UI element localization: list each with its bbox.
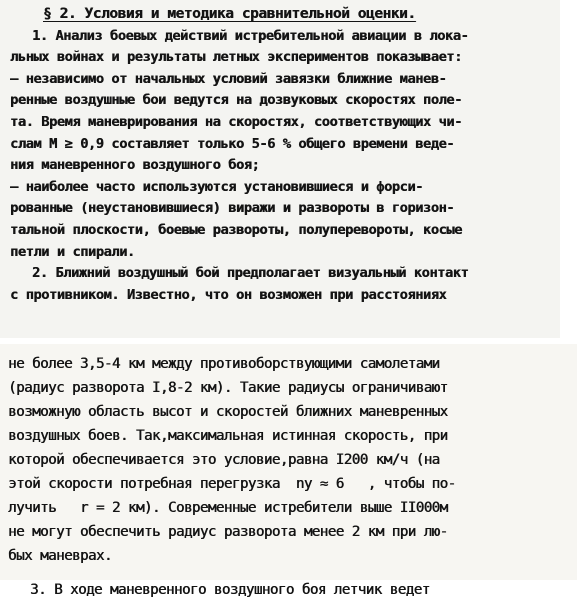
section-heading: § 2. Условия и методика сравнительной оценки. xyxy=(43,6,416,22)
text-line: – наиболее часто используются установившиеся и форси- xyxy=(10,178,423,195)
text-line: 3. В ходе маневренного воздушного боя летчик ведет xyxy=(30,582,430,598)
text-line: ния маневренного воздушного боя; xyxy=(10,157,260,174)
text-line: этой скорости потребная перегрузка nу ≈ 6 , чтобы по- xyxy=(8,476,456,492)
text-line: воздушных боев. Так,максимальная истинная скорость, при xyxy=(8,428,448,444)
text-line: та. Время маневрирования на скоростях, соответствующих чи- xyxy=(10,113,462,130)
text-line: тальной плоскости, боевые развороты, полуперевороты, косые xyxy=(10,221,462,238)
text-line: возможную область высот и скоростей ближних маневренных xyxy=(8,404,448,420)
text-line: не более 3,5-4 км между противоборствующими самолетами xyxy=(8,356,440,372)
text-line: 1. Анализ боевых действий истребительной авиации в лока- xyxy=(32,27,469,44)
text-line: рованные (неустановившиеся) виражи и развороты в горизон- xyxy=(10,200,455,217)
text-line: бых маневрах. xyxy=(8,548,112,564)
text-line: – независимо от начальных условий завязки ближние манев- xyxy=(10,70,447,87)
text-line: лучить r = 2 км). Современные истребители выше II000м xyxy=(8,500,448,516)
text-line: 2. Ближний воздушный бой предполагает визуальный контакт xyxy=(32,265,469,282)
text-line: не могут обеспечить радиус разворота менее 2 км при лю- xyxy=(8,524,448,540)
text-line: льных войнах и результаты летных экспериментов показывает: xyxy=(10,49,462,66)
text-line: которой обеспечивается это условие,равна I200 км/ч (на xyxy=(8,452,440,468)
text-line: с противником. Известно, что он возможен при расстояниях xyxy=(10,286,447,303)
scan-fragment-bottom xyxy=(0,344,577,598)
text-line: слам M ≥ 0,9 составляет только 5-6 % общего времени веде- xyxy=(10,135,455,152)
text-line: ренные воздушные бои ведутся на дозвуковых скоростях поле- xyxy=(10,92,462,109)
text-line: (радиус разворота I,8-2 км). Такие радиусы ограничивают xyxy=(8,380,448,396)
text-line: петли и спирали. xyxy=(10,243,135,260)
